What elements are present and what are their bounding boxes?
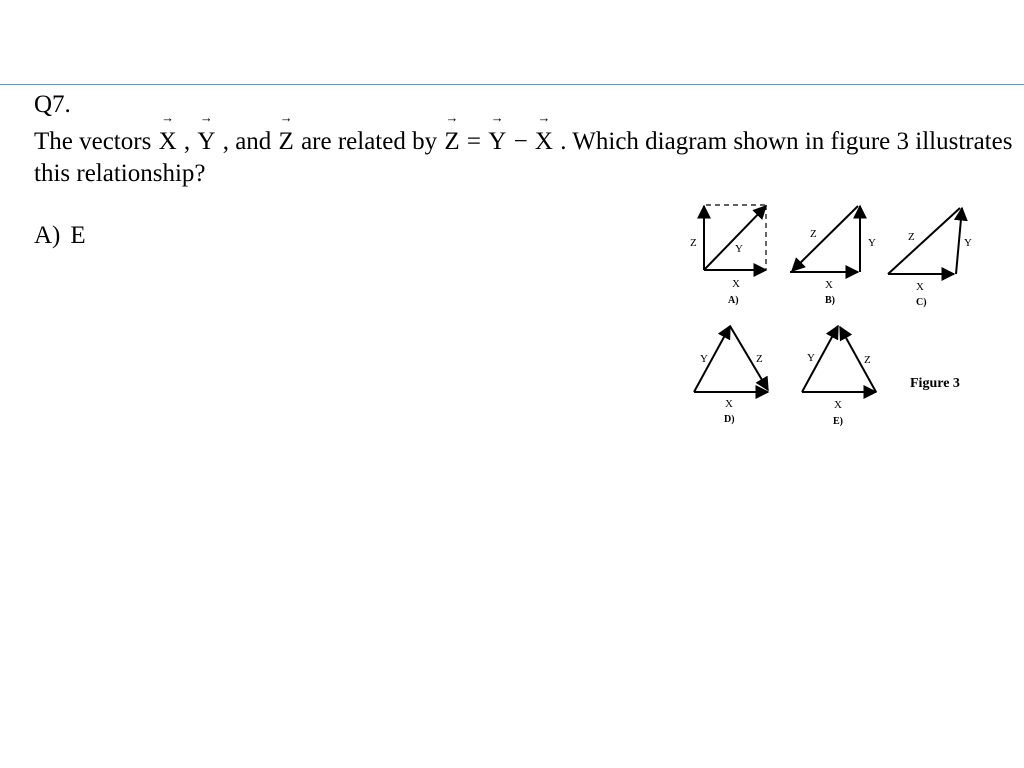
question-stem xyxy=(34,126,1014,190)
stem-text-1: The vectors xyxy=(34,128,158,155)
figure-3 xyxy=(680,190,990,440)
label-d-x: X xyxy=(725,398,733,410)
label-b-z: Z xyxy=(810,228,817,240)
label-a-z: Z xyxy=(690,237,697,249)
label-a-x: X xyxy=(732,278,740,290)
label-e-z: Z xyxy=(864,354,871,366)
label-e-y: Y xyxy=(807,352,815,364)
question-number: Q7. xyxy=(34,91,71,118)
option-b-letter: B) xyxy=(825,295,835,306)
vector-x: → X xyxy=(158,126,178,158)
label-d-z: Z xyxy=(756,353,763,365)
vector-z: → Z xyxy=(278,126,295,158)
stem-text-4: are related by xyxy=(294,128,444,155)
option-e-letter: E) xyxy=(833,416,843,427)
option-a-letter: A) xyxy=(728,295,739,306)
stem-text-5: . Which diagram shown in figure 3 illustrates this relationship? xyxy=(34,128,1013,187)
vector-y: → Y xyxy=(196,126,216,158)
label-c-y: Y xyxy=(964,237,972,249)
label-d-y: Y xyxy=(700,353,708,365)
label-c-z: Z xyxy=(908,231,915,243)
header-divider xyxy=(0,84,1024,85)
answer-letter: A) xyxy=(34,222,61,249)
answer-line xyxy=(34,220,86,252)
diagram-a xyxy=(690,205,766,306)
label-b-y: Y xyxy=(868,237,876,249)
diagram-e xyxy=(802,326,876,427)
diagram-c xyxy=(888,208,972,308)
option-c-letter: C) xyxy=(916,297,927,308)
diagram-d xyxy=(694,326,768,425)
option-d-letter: D) xyxy=(724,414,735,425)
label-a-y: Y xyxy=(735,243,743,255)
label-b-x: X xyxy=(825,279,833,291)
equation-y: → Y xyxy=(487,126,507,158)
equation-z: → Z xyxy=(443,126,460,158)
label-e-x: X xyxy=(834,399,842,411)
diagram-b xyxy=(790,206,876,306)
equation-minus: − xyxy=(507,128,534,155)
label-c-x: X xyxy=(916,281,924,293)
answer-value: E xyxy=(70,222,86,249)
stem-text-3: , and xyxy=(216,128,278,155)
figure-caption: Figure 3 xyxy=(910,376,960,391)
equation-x: → X xyxy=(534,126,554,158)
stem-text-2: , xyxy=(177,128,197,155)
equation-equals: = xyxy=(460,128,488,155)
